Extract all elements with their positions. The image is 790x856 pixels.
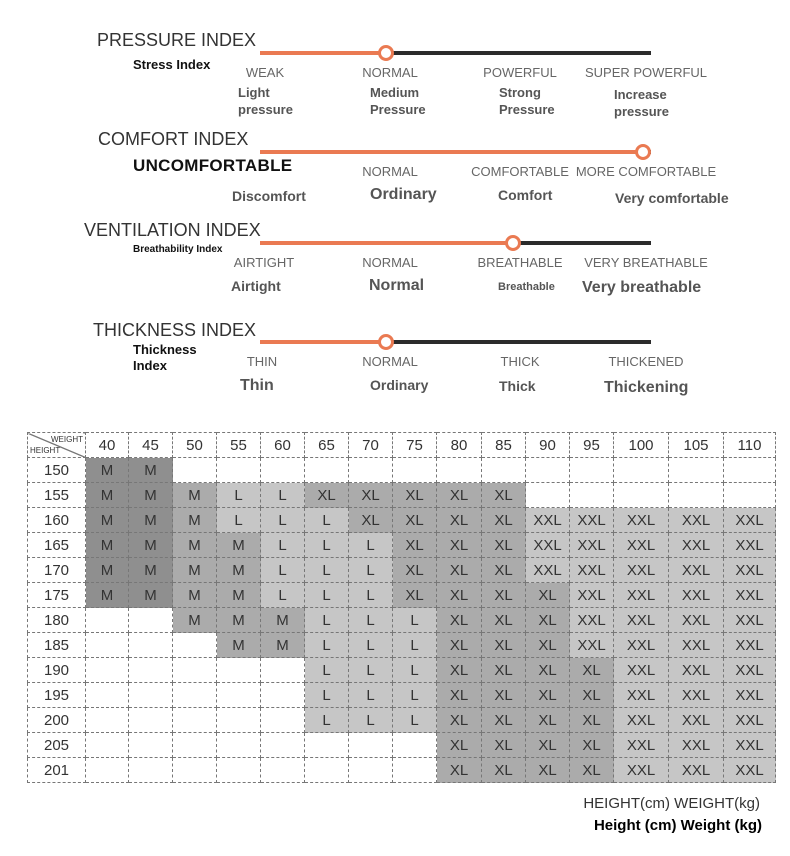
size-cell [129,683,173,708]
size-cell: XL [482,658,526,683]
size-cell: XL [482,758,526,783]
table-row [28,458,776,483]
size-cell [570,458,614,483]
size-cell: XL [393,508,437,533]
height-cell: 190 [28,658,86,683]
size-cell [86,708,129,733]
size-cell [349,733,393,758]
thickness-level-3: THICK [500,354,540,369]
size-cell [129,658,173,683]
thickness-level-1: THIN [246,354,278,369]
pressure-bar [260,51,651,55]
corner-height-label: HEIGHT [30,446,61,455]
table-row [28,608,776,633]
height-cell: 165 [28,533,86,558]
weight-header-cell: 45 [129,433,173,458]
pressure-subtitle: Stress Index [133,57,211,72]
table-row [28,708,776,733]
size-cell [173,658,217,683]
thickness-level-2: NORMAL [362,354,418,369]
size-cell: XXL [614,683,669,708]
size-cell [305,458,349,483]
size-cell: M [217,608,261,633]
ventilation-title: VENTILATION INDEX [84,220,261,240]
size-cell [173,458,217,483]
size-cell: XXL [724,708,776,733]
size-cell: XXL [526,508,570,533]
size-cell: XL [570,658,614,683]
size-cell: XL [349,483,393,508]
thickness-bar-fill [260,340,386,344]
footer-units-en: HEIGHT(cm) WEIGHT(kg) [583,795,760,812]
size-cell: XL [482,508,526,533]
size-cell: M [129,483,173,508]
size-cell: M [173,583,217,608]
size-cell [129,608,173,633]
size-cell: L [305,533,349,558]
table-row [28,583,776,608]
size-cell [261,758,305,783]
size-cell: M [173,508,217,533]
ventilation-level-4-label: Very breathable [582,279,702,296]
size-cell: XXL [724,633,776,658]
table-row [28,533,776,558]
size-cell: XXL [724,608,776,633]
thickness-level-1-label: Thin [240,377,274,394]
weight-header-cell: 40 [86,433,129,458]
size-cell [526,458,570,483]
size-cell: XXL [614,583,669,608]
size-cell: XL [482,533,526,558]
size-cell [261,733,305,758]
size-cell: XXL [669,708,724,733]
comfort-level-2: NORMAL [362,164,418,179]
comfort-level-3: COMFORTABLE [471,164,569,179]
pressure-level-3: POWERFUL [483,65,557,80]
size-cell: XL [437,658,482,683]
size-cell: XL [526,683,570,708]
size-cell [217,733,261,758]
size-cell: XXL [570,608,614,633]
ventilation-bar-track [513,241,651,245]
size-cell [261,658,305,683]
size-cell: M [217,558,261,583]
size-cell [217,683,261,708]
size-cell: L [217,508,261,533]
size-cell: XL [570,708,614,733]
size-cell: XL [526,633,570,658]
size-cell [305,733,349,758]
size-cell [614,483,669,508]
size-cell: L [349,558,393,583]
comfort-title: COMFORT INDEX [98,129,249,149]
size-cell: M [86,508,129,533]
size-cell [129,733,173,758]
pressure-title: PRESSURE INDEX [97,30,257,50]
comfort-level-3-label: Comfort [498,187,553,203]
size-cell: L [305,658,349,683]
size-cell [217,758,261,783]
size-cell: L [349,608,393,633]
size-cell: M [217,633,261,658]
size-cell [173,633,217,658]
table-corner-cell [28,433,86,458]
size-cell: XL [526,608,570,633]
weight-header-cell: 90 [526,433,570,458]
size-cell: XL [349,508,393,533]
size-cell: XXL [614,508,669,533]
size-cell: XL [437,533,482,558]
size-cell: XXL [669,633,724,658]
height-cell: 205 [28,733,86,758]
size-cell: L [393,708,437,733]
size-cell [129,708,173,733]
size-cell [86,683,129,708]
thickness-level-4: THICKENED [608,354,684,369]
footer-units: Height (cm) Weight (kg) [593,817,762,834]
size-cell [393,733,437,758]
size-cell [482,458,526,483]
height-cell: 175 [28,583,86,608]
ventilation-bar-marker [505,235,521,251]
size-cell: L [261,483,305,508]
size-cell [724,458,776,483]
size-cell: XXL [724,508,776,533]
size-cell: XL [437,683,482,708]
pressure-bar-marker [378,45,394,61]
size-cell [393,758,437,783]
size-cell [173,683,217,708]
size-cell [570,483,614,508]
height-cell: 201 [28,758,86,783]
size-cell [437,458,482,483]
size-cell: XL [437,483,482,508]
size-cell: XXL [570,558,614,583]
size-chart-table [27,432,776,783]
size-cell: XL [437,508,482,533]
size-cell [173,758,217,783]
size-cell [86,608,129,633]
height-cell: 185 [28,633,86,658]
size-cell: XXL [614,608,669,633]
size-cell: XXL [669,558,724,583]
size-cell [669,458,724,483]
ventilation-level-2-label: Normal [369,277,425,294]
size-cell: XXL [669,758,724,783]
size-cell: XXL [614,758,669,783]
size-cell: L [305,558,349,583]
comfort-bar-marker [635,144,651,160]
size-cell: L [393,683,437,708]
size-cell: XXL [526,558,570,583]
size-cell [173,733,217,758]
size-cell: XL [437,558,482,583]
size-cell: XXL [669,608,724,633]
weight-header-cell: 55 [217,433,261,458]
size-cell: M [86,583,129,608]
size-cell: XXL [570,508,614,533]
size-cell: XL [482,683,526,708]
size-cell: XL [526,658,570,683]
comfort-level-2-label: Ordinary [370,186,437,203]
pressure-level-3-label: Strong Pressure [499,85,555,117]
size-cell: XL [393,583,437,608]
size-cell: XXL [724,583,776,608]
weight-header-cell: 75 [393,433,437,458]
size-cell [173,708,217,733]
size-cell: XXL [614,533,669,558]
size-cell: XXL [724,558,776,583]
size-cell: L [261,583,305,608]
size-cell: M [129,583,173,608]
thickness-bar [260,340,651,344]
size-cell: XL [482,558,526,583]
size-cell: XL [570,758,614,783]
comfort-level-4-label: Very comfortable [615,190,729,206]
ventilation-level-4: VERY BREATHABLE [584,255,708,270]
size-cell: XXL [669,733,724,758]
weight-header-row [28,433,776,458]
size-cell: XXL [724,658,776,683]
pressure-bar-track [386,51,651,55]
weight-header-cell: 50 [173,433,217,458]
corner-weight-label: WEIGHT [51,435,83,444]
height-cell: 195 [28,683,86,708]
size-cell: L [349,683,393,708]
size-cell [305,758,349,783]
pressure-bar-fill [260,51,386,55]
size-cell: M [173,483,217,508]
ventilation-bar-fill [260,241,513,245]
thickness-level-2-label: Ordinary [370,377,429,393]
table-row [28,683,776,708]
weight-header-cell: 85 [482,433,526,458]
size-cell [349,458,393,483]
ventilation-level-3-label: Breathable [498,281,555,293]
size-cell: XL [526,708,570,733]
ventilation-level-1-label: Airtight [231,278,281,294]
size-cell: XXL [669,583,724,608]
size-cell: L [305,583,349,608]
size-cell: XL [526,733,570,758]
size-cell: XL [305,483,349,508]
size-cell: L [393,608,437,633]
size-cell: XL [482,583,526,608]
size-cell: XL [393,483,437,508]
size-cell: L [261,533,305,558]
size-cell [86,658,129,683]
size-cell: XL [570,683,614,708]
size-cell: XL [482,483,526,508]
height-cell: 160 [28,508,86,533]
size-cell: XL [482,733,526,758]
size-cell: L [305,683,349,708]
size-cell: M [129,533,173,558]
size-cell: XL [482,708,526,733]
size-cell: XXL [570,533,614,558]
height-cell: 150 [28,458,86,483]
size-cell [393,458,437,483]
size-cell [217,708,261,733]
ventilation-subtitle: Breathability Index [133,244,223,255]
size-cell: XXL [570,633,614,658]
pressure-level-4-label: Increase pressure [614,87,669,119]
size-cell: XL [393,533,437,558]
weight-header-cell: 110 [724,433,776,458]
size-cell: L [305,508,349,533]
size-cell [86,633,129,658]
weight-header-cell: 60 [261,433,305,458]
thickness-title: THICKNESS INDEX [93,320,257,340]
thickness-bar-marker [378,334,394,350]
size-cell [669,483,724,508]
size-cell: XL [482,608,526,633]
size-cell: XL [437,758,482,783]
size-cell: XXL [570,583,614,608]
size-cell [129,758,173,783]
ventilation-level-2: NORMAL [362,255,418,270]
pressure-level-1: WEAK [245,65,285,80]
size-cell [217,458,261,483]
weight-header-cell: 80 [437,433,482,458]
table-row [28,733,776,758]
size-cell [217,658,261,683]
ventilation-level-1: AIRTIGHT [233,255,295,270]
size-cell: L [349,533,393,558]
size-cell [261,458,305,483]
size-cell: M [129,458,173,483]
size-cell: M [129,508,173,533]
size-cell: XXL [669,533,724,558]
size-cell: XXL [724,758,776,783]
size-cell [86,758,129,783]
size-cell: XXL [526,533,570,558]
height-cell: 180 [28,608,86,633]
size-cell: XXL [669,508,724,533]
weight-header-cell: 70 [349,433,393,458]
size-cell: XL [482,633,526,658]
size-cell: XXL [724,533,776,558]
size-cell [349,758,393,783]
size-cell [526,483,570,508]
comfort-level-4: MORE COMFORTABLE [575,164,717,179]
weight-header-cell: 100 [614,433,669,458]
size-cell: XL [526,758,570,783]
thickness-level-3-label: Thick [499,378,536,394]
thickness-bar-track [386,340,651,344]
ventilation-bar [260,241,651,245]
size-cell: XL [526,583,570,608]
height-cell: 155 [28,483,86,508]
size-cell: L [393,658,437,683]
size-cell: L [305,633,349,658]
size-cell: XXL [614,633,669,658]
thickness-level-4-label: Thickening [604,379,689,396]
size-cell: L [349,583,393,608]
size-cell: XL [437,583,482,608]
pressure-level-2: NORMAL [362,65,418,80]
table-row [28,483,776,508]
size-cell: M [129,558,173,583]
size-cell: M [261,608,305,633]
pressure-level-4: SUPER POWERFUL [584,65,708,80]
size-cell: XXL [669,683,724,708]
size-cell: M [173,558,217,583]
size-cell: XL [437,608,482,633]
pressure-level-1-label: Light pressure [238,85,293,117]
size-cell: L [349,633,393,658]
size-cell: XL [437,633,482,658]
size-cell [614,458,669,483]
size-cell: L [261,558,305,583]
table-row [28,758,776,783]
size-cell: L [305,708,349,733]
size-cell: XL [437,708,482,733]
size-cell: XXL [724,733,776,758]
size-cell: L [349,658,393,683]
size-cell: XL [437,733,482,758]
comfort-bar [260,150,651,154]
ventilation-level-3: BREATHABLE [477,255,563,270]
table-row [28,508,776,533]
size-cell: XXL [614,708,669,733]
size-cell [129,633,173,658]
table-row [28,558,776,583]
table-row [28,633,776,658]
comfort-level-1-label: Discomfort [232,188,306,204]
size-cell: XXL [614,733,669,758]
size-cell: XXL [614,558,669,583]
size-cell: M [86,558,129,583]
size-cell [86,733,129,758]
weight-header-cell: 95 [570,433,614,458]
size-cell: M [261,633,305,658]
weight-header-cell: 65 [305,433,349,458]
size-cell: XXL [614,658,669,683]
size-cell: M [86,483,129,508]
size-cell: L [349,708,393,733]
comfort-bar-fill [260,150,643,154]
size-cell: XL [570,733,614,758]
thickness-subtitle: Thickness Index [133,342,197,373]
size-cell: M [217,583,261,608]
size-cell: M [86,533,129,558]
size-cell: L [305,608,349,633]
size-cell: L [217,483,261,508]
size-cell [724,483,776,508]
pressure-level-2-label: Medium Pressure [370,85,426,117]
size-cell: M [217,533,261,558]
size-cell [261,683,305,708]
size-cell: XL [393,558,437,583]
size-cell: L [261,508,305,533]
size-cell: XXL [724,683,776,708]
size-cell: M [86,458,129,483]
height-cell: 200 [28,708,86,733]
size-cell: M [173,608,217,633]
height-cell: 170 [28,558,86,583]
comfort-subtitle: UNCOMFORTABLE [133,156,293,175]
size-cell: XXL [669,658,724,683]
size-cell: M [173,533,217,558]
table-row [28,658,776,683]
size-cell [261,708,305,733]
weight-header-cell: 105 [669,433,724,458]
size-cell: L [393,633,437,658]
